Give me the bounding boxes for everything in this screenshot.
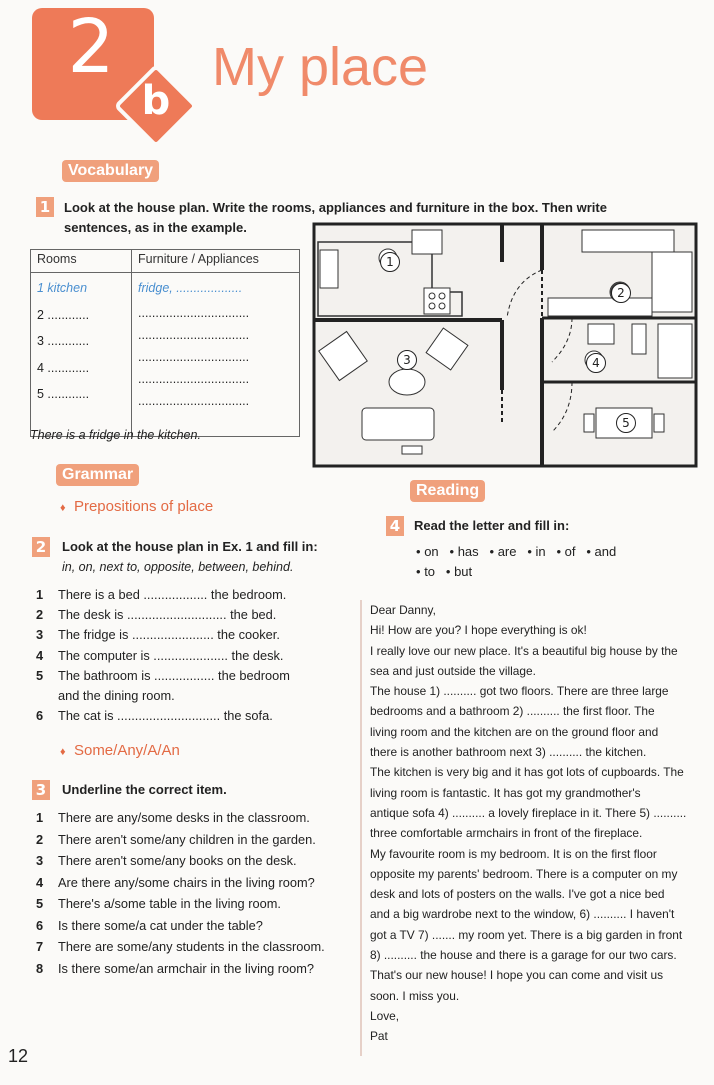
exercise-2-instruction: Look at the house plan in Ex. 1 and fill in: — [62, 539, 318, 554]
letter-line: desk and lots of posters on the walls. I've got a nice bed — [370, 887, 665, 902]
ex3-item[interactable]: 1 There are any/some desks in the classroom. — [36, 810, 310, 825]
letter-line: and a big wardrobe next to the window, 6) .......... I haven't — [370, 907, 675, 922]
letter-line: three comfortable armchairs in front of the fireplace. — [370, 826, 643, 841]
exercise-2-number: 2 — [32, 537, 50, 557]
furniture-entry-1[interactable]: fridge, ................... — [138, 281, 243, 295]
ex2-item[interactable]: 2 The desk is ............................ the bed. — [36, 607, 277, 622]
word-bank-line2: • to • but — [416, 564, 473, 579]
word-to: to — [424, 564, 436, 579]
topic-some-any: ♦ Some/Any/A/An — [60, 742, 180, 759]
ex2-item[interactable]: 3 The fridge is ....................... the cooker. — [36, 627, 280, 642]
plan-label-5: 5 — [616, 413, 636, 433]
word-in: in — [535, 544, 546, 559]
ex2-item[interactable]: 1 There is a bed .................. the bedroom. — [36, 587, 287, 602]
room-entry-4[interactable]: 4 ............ — [37, 360, 90, 375]
unit-letter: b — [141, 78, 171, 124]
letter-line: I really love our new place. It's a beautiful big house by the — [370, 643, 678, 658]
vocabulary-badge: Vocabulary — [62, 160, 159, 182]
room-entry-3[interactable]: 3 ............ — [37, 334, 90, 348]
exercise-2-words: in, on, next to, opposite, between, behind. — [62, 560, 294, 574]
furniture-entry-4[interactable]: ................................ — [138, 349, 250, 364]
unit-number: 2 — [67, 4, 115, 90]
letter-line: opposite my parents' bedroom. There is a computer on my — [370, 866, 678, 881]
letter-line: there is another bathroom next 3) .......... the kitchen. — [370, 745, 647, 760]
page-title: My place — [212, 37, 429, 97]
furniture-entry-2[interactable]: ................................ — [138, 305, 250, 320]
exercise-1-number: 1 — [36, 197, 54, 217]
room-entry-1[interactable]: 1 kitchen — [37, 281, 88, 295]
plan-label-1: 1 — [380, 252, 400, 272]
letter-line: That's our new house! I hope you can come and visit us — [370, 968, 664, 983]
ex3-item[interactable]: 8 Is there some/an armchair in the living room? — [36, 961, 315, 976]
house-plan — [312, 222, 698, 468]
plan-label-2: 2 — [611, 283, 631, 303]
ex2-item[interactable]: 6 The cat is ............................. the sofa. — [36, 708, 273, 723]
ex2-item[interactable]: 4 The computer is ..................... the desk. — [36, 648, 284, 663]
ex2-item: and the dining room. — [58, 688, 175, 703]
ex3-item[interactable]: 6 Is there some/a cat under the table? — [36, 918, 263, 933]
letter-line: sea and just outside the village. — [370, 663, 536, 678]
letter-text — [360, 600, 696, 1056]
word-but: but — [454, 564, 473, 579]
letter-line: The house 1) .......... got two floors. There are three large — [370, 684, 669, 699]
letter-line: living room and the kitchen are on the ground floor and — [370, 724, 659, 739]
furniture-entry-3[interactable]: ................................ — [138, 327, 250, 342]
letter-line: bedrooms and a bathroom 2) .......... the first floor. The — [370, 704, 655, 719]
reading-badge: Reading — [410, 480, 485, 502]
grammar-badge: Grammar — [56, 464, 139, 486]
letter-line: soon. I miss you. — [370, 988, 460, 1003]
furniture-header: Furniture / Appliances — [132, 250, 300, 273]
letter-line: Love, — [370, 1008, 400, 1023]
word-has: has — [457, 544, 479, 559]
rooms-header: Rooms — [31, 250, 132, 273]
word-are: are — [497, 544, 517, 559]
letter-line: Pat — [370, 1029, 388, 1044]
letter-line: antique sofa 4) .......... a lovely fireplace in it. There 5) .......... — [370, 805, 687, 820]
exercise-4-number: 4 — [386, 516, 404, 536]
word-and: and — [594, 544, 617, 559]
letter-line: The kitchen is very big and it has got lots of cupboards. The — [370, 765, 684, 780]
exercise-4-instruction: Read the letter and fill in: — [414, 518, 570, 533]
letter-line: Hi! How are you? I hope everything is ok! — [370, 623, 587, 638]
exercise-3-number: 3 — [32, 780, 50, 800]
topic-prepositions: ♦ Prepositions of place — [60, 498, 214, 515]
plan-label-3: 3 — [397, 350, 417, 370]
room-entry-5[interactable]: 5 ............ — [37, 387, 90, 401]
ex3-item[interactable]: 3 There aren't some/any books on the desk. — [36, 853, 297, 868]
ex3-item[interactable]: 7 There are some/any students in the classroom. — [36, 939, 325, 954]
word-of: of — [564, 544, 576, 559]
letter-line: living room is fantastic. It has got my grandmother's — [370, 785, 641, 800]
letter-line: 8) .......... the house and there is a garage for our two cars. — [370, 948, 677, 963]
example-sentence: There is a fridge in the kitchen. — [30, 428, 201, 442]
plan-label-4: 4 — [586, 353, 606, 373]
letter-line: My favourite room is my bedroom. It is on the first floor — [370, 846, 657, 861]
ex3-item[interactable]: 5 There's a/some table in the living room. — [36, 896, 281, 911]
ex3-item[interactable]: 4 Are there any/some chairs in the living room? — [36, 875, 315, 890]
furniture-entry-6[interactable]: ................................ — [138, 393, 250, 408]
ex3-item[interactable]: 2 There aren't some/any children in the garden. — [36, 832, 316, 847]
word-on: on — [424, 544, 439, 559]
furniture-entry-5[interactable]: ................................ — [138, 371, 250, 386]
page-number: 12 — [8, 1046, 29, 1066]
rooms-furniture-table — [30, 249, 300, 437]
room-entry-2[interactable]: 2 ............ — [37, 307, 90, 322]
letter-line: got a TV 7) ....... my room yet. There is a big garden in front — [370, 927, 683, 942]
ex2-item[interactable]: 5 The bathroom is ................. the bedroom — [36, 668, 290, 683]
exercise-1-instruction-line1: Look at the house plan. Write the rooms, appliances and furniture in the box. Then write — [64, 200, 607, 215]
exercise-3-instruction: Underline the correct item. — [62, 782, 227, 797]
exercise-1-instruction-line2: sentences, as in the example. — [64, 220, 247, 235]
word-bank-line1: • on • has • are • in • of • and — [416, 544, 617, 559]
letter-line: Dear Danny, — [370, 603, 436, 617]
